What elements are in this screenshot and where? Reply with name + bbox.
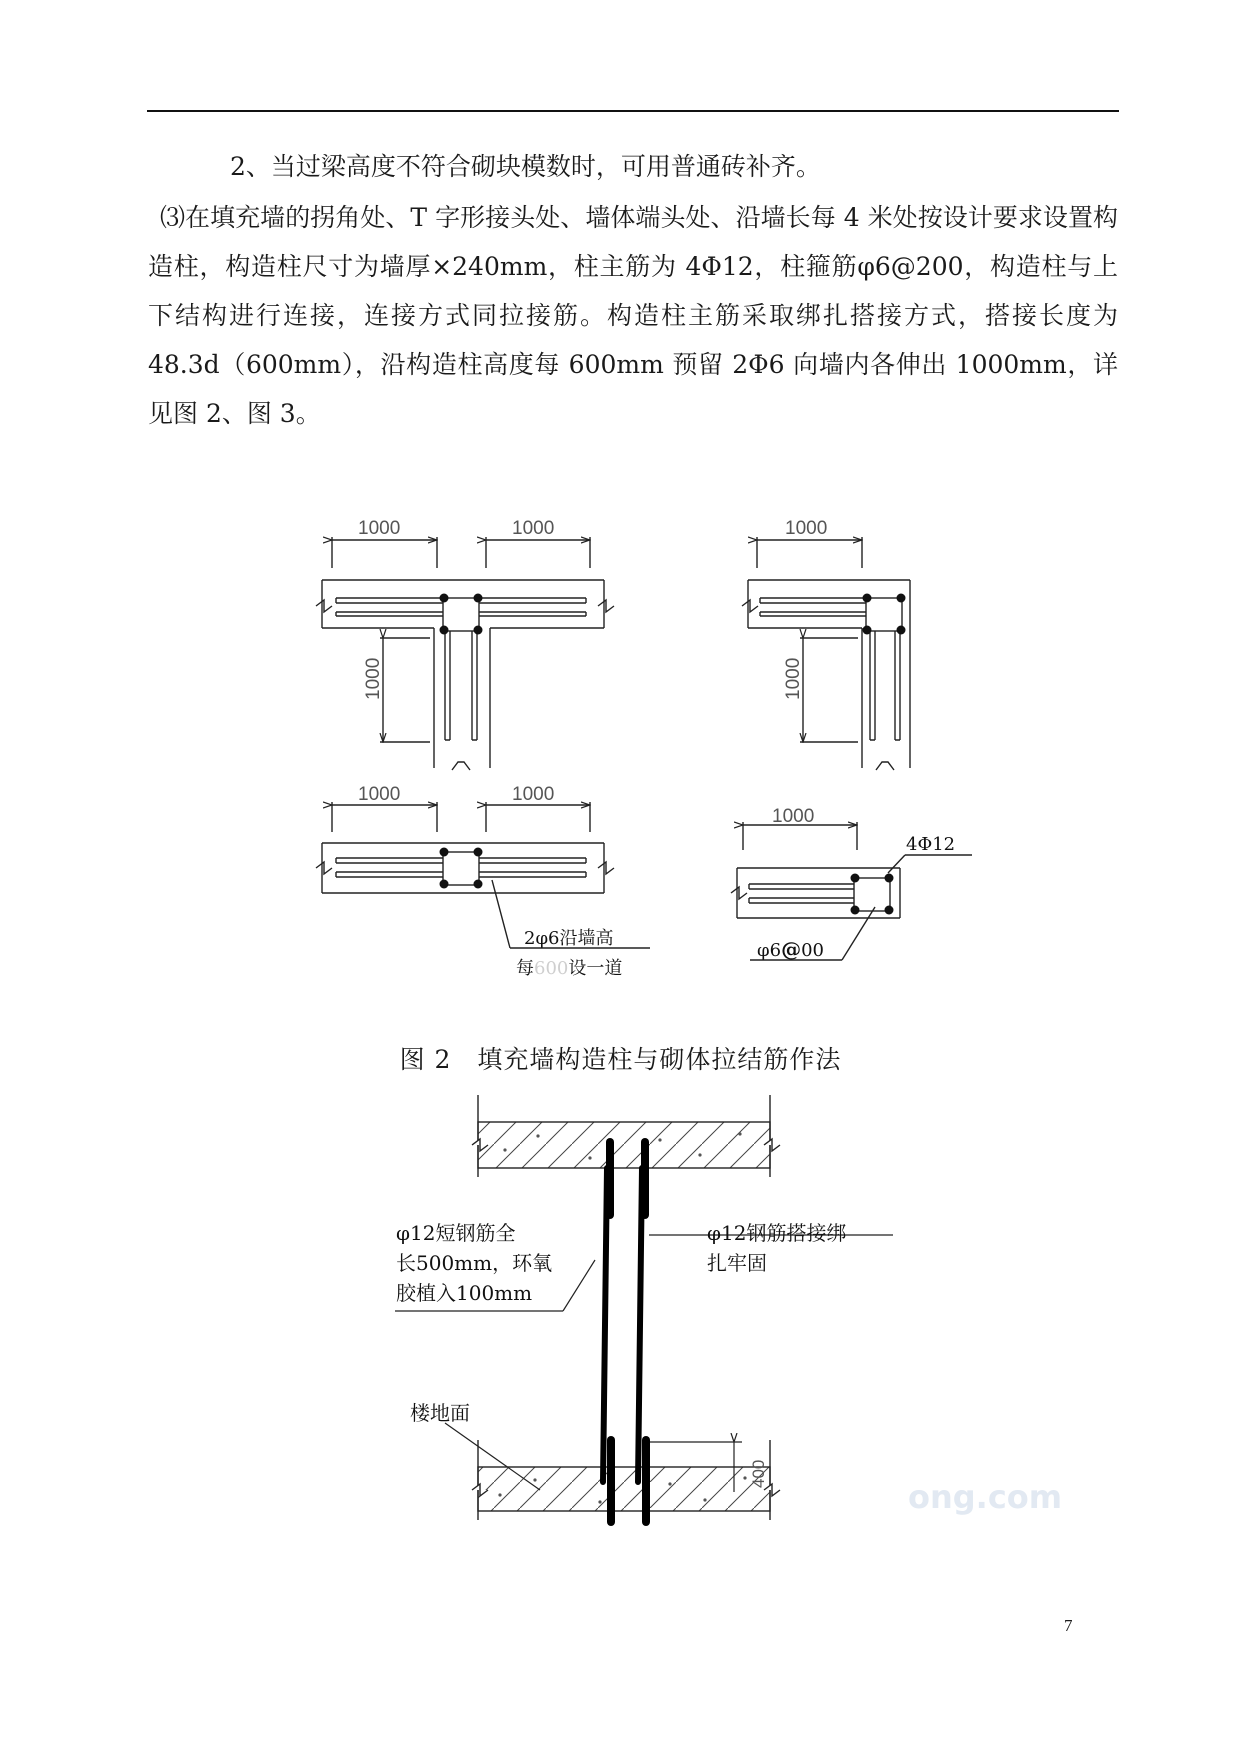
dim-label: 1000 bbox=[358, 518, 401, 539]
t-junction-bars bbox=[440, 594, 483, 635]
straight-wall-detail bbox=[316, 802, 650, 948]
page-number: 7 bbox=[1064, 1616, 1073, 1635]
short-bar-note-2: 长500mm，环氧 bbox=[396, 1251, 553, 1275]
corner-bars bbox=[863, 594, 906, 635]
main-bar-label: 4Φ12 bbox=[906, 834, 956, 855]
stirrup-label: φ6@00 bbox=[757, 937, 824, 961]
tie-label-line2: 每600设一道 bbox=[516, 958, 623, 979]
dim-label: 1000 bbox=[785, 518, 828, 539]
figure-3-drawing bbox=[0, 1080, 1241, 1600]
short-bar-note-3: 胶植入100mm bbox=[396, 1281, 533, 1305]
t-junction-detail bbox=[316, 537, 614, 770]
watermark: ong.com bbox=[908, 1478, 1063, 1516]
rebars bbox=[603, 1142, 646, 1522]
lap-note-1: φ12钢筋搭接绑 bbox=[707, 1221, 847, 1245]
dim-400-label: 400 bbox=[749, 1459, 768, 1488]
paragraph-constructional-column: ⑶在填充墙的拐角处、T 字形接头处、墙体端头处、沿墙长每 4 米处按设计要求设置构造柱，构造柱尺寸为墙厚×240mm，柱主筋为 4Φ12，柱箍筋φ6@200，构造柱与上下结构进行连接，连接方式同拉接筋。构造柱主筋采取绑扎搭接方式，搭接长度为 48.3d（600mm），沿构造柱高度每 600mm 预留 2Φ6 向墙内各伸出 1000mm，详见图 2、图 3。 bbox=[148, 203, 1118, 428]
paragraph-lintel: 2、当过梁高度不符合砌块模数时，可用普通砖补齐。 bbox=[230, 152, 821, 181]
floor-label: 楼地面 bbox=[410, 1401, 470, 1425]
corner-detail bbox=[742, 537, 910, 770]
dim-label: 1000 bbox=[512, 784, 555, 805]
dim-label: 1000 bbox=[358, 784, 401, 805]
short-bar-note-1: φ12短钢筋全 bbox=[396, 1221, 516, 1245]
wall-end-bars bbox=[851, 874, 894, 915]
lap-note-2: 扎牢固 bbox=[707, 1251, 767, 1275]
dim-label: 1000 bbox=[363, 657, 384, 700]
dim-label: 1000 bbox=[783, 657, 804, 700]
tie-label-line1: 2φ6沿墙高 bbox=[524, 928, 614, 949]
dim-label: 1000 bbox=[772, 806, 815, 827]
upper-slab bbox=[472, 1095, 780, 1177]
dim-label: 1000 bbox=[512, 518, 555, 539]
straight-wall-bars bbox=[440, 848, 483, 889]
figure-2-caption: 图 2 填充墙构造柱与砌体拉结筋作法 bbox=[399, 1045, 842, 1074]
